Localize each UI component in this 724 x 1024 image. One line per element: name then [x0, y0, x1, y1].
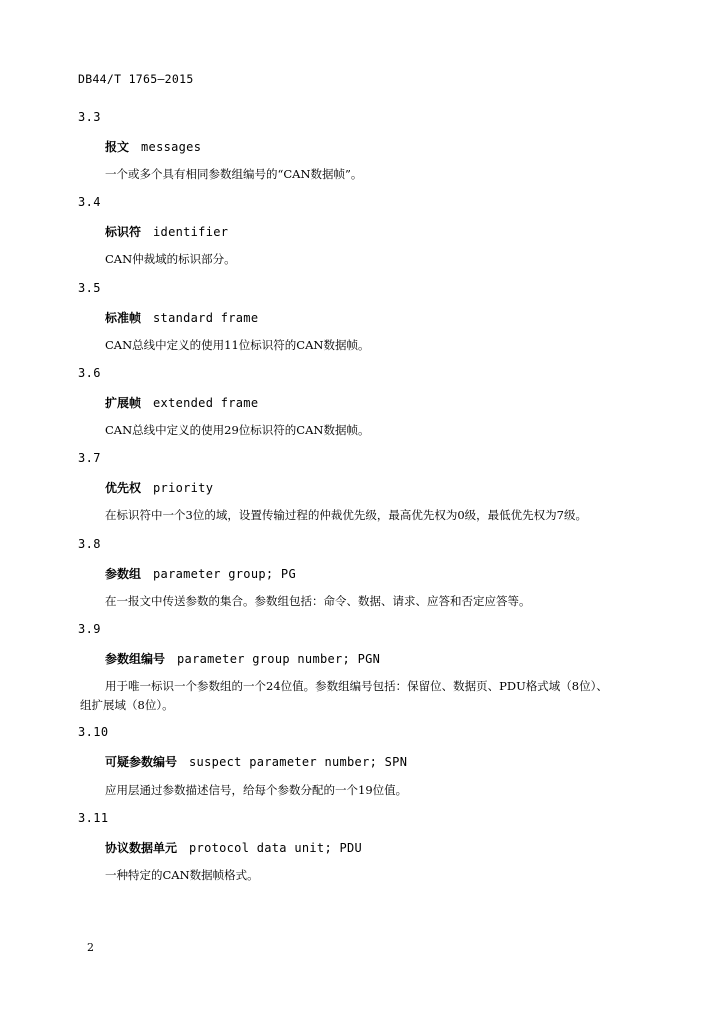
term-heading [105, 479, 213, 496]
term-chinese: 扩展帧 [105, 396, 142, 410]
term-definition: 用于唯一标识一个参数组的一个24位值。参数组编号包括：保留位、数据页、PDU格式域（8位）、 [105, 679, 608, 693]
term-heading [105, 839, 362, 856]
page-number: 2 [87, 941, 94, 954]
clause-number: 3.6 [78, 366, 101, 380]
clause-number: 3.9 [78, 622, 101, 636]
term-chinese: 标准帧 [105, 311, 142, 325]
term-english: suspect parameter number; SPN [189, 755, 408, 769]
term-heading [105, 309, 258, 326]
term-definition: 一种特定的CAN数据帧格式。 [105, 868, 259, 882]
term-heading [105, 650, 380, 667]
clause-number: 3.4 [78, 195, 101, 209]
term-chinese: 报文 [105, 140, 130, 154]
term-english: priority [153, 481, 214, 495]
term-english: standard frame [153, 311, 259, 325]
term-chinese: 参数组 [105, 567, 142, 581]
clause-number: 3.10 [78, 725, 109, 739]
term-heading [105, 138, 201, 155]
term-definition-continued: 组扩展域（8位）。 [80, 698, 174, 712]
term-english: protocol data unit; PDU [189, 841, 363, 855]
term-heading [105, 565, 296, 582]
clause-number: 3.8 [78, 537, 101, 551]
term-definition: 在一报文中传送参数的集合。参数组包括：命令、数据、请求、应答和否定应答等。 [105, 594, 531, 608]
term-heading [105, 753, 407, 770]
term-chinese: 可疑参数编号 [105, 755, 178, 769]
term-heading [105, 394, 258, 411]
clause-number: 3.3 [78, 110, 101, 124]
term-definition: 一个或多个具有相同参数组编号的“CAN数据帧”。 [105, 167, 363, 181]
term-chinese: 优先权 [105, 481, 142, 495]
document-header: DB44/T 1765—2015 [78, 72, 194, 86]
term-heading [105, 223, 228, 240]
term-definition: CAN仲裁域的标识部分。 [105, 252, 236, 266]
term-english: identifier [153, 225, 229, 239]
term-english: parameter group; PG [153, 567, 296, 581]
term-definition: 应用层通过参数描述信号，给每个参数分配的一个19位值。 [105, 783, 408, 797]
term-definition: 在标识符中一个3位的域，设置传输过程的仲裁优先级，最高优先权为0级，最低优先权为7级。 [105, 508, 587, 522]
term-english: extended frame [153, 396, 259, 410]
clause-number: 3.7 [78, 451, 101, 465]
clause-number: 3.11 [78, 811, 109, 825]
term-definition: CAN总线中定义的使用29位标识符的CAN数据帧。 [105, 423, 370, 437]
term-definition: CAN总线中定义的使用11位标识符的CAN数据帧。 [105, 338, 370, 352]
term-english: messages [141, 140, 202, 154]
clause-number: 3.5 [78, 281, 101, 295]
term-english: parameter group number; PGN [177, 652, 381, 666]
term-chinese: 标识符 [105, 225, 142, 239]
term-chinese: 参数组编号 [105, 652, 166, 666]
term-chinese: 协议数据单元 [105, 841, 178, 855]
